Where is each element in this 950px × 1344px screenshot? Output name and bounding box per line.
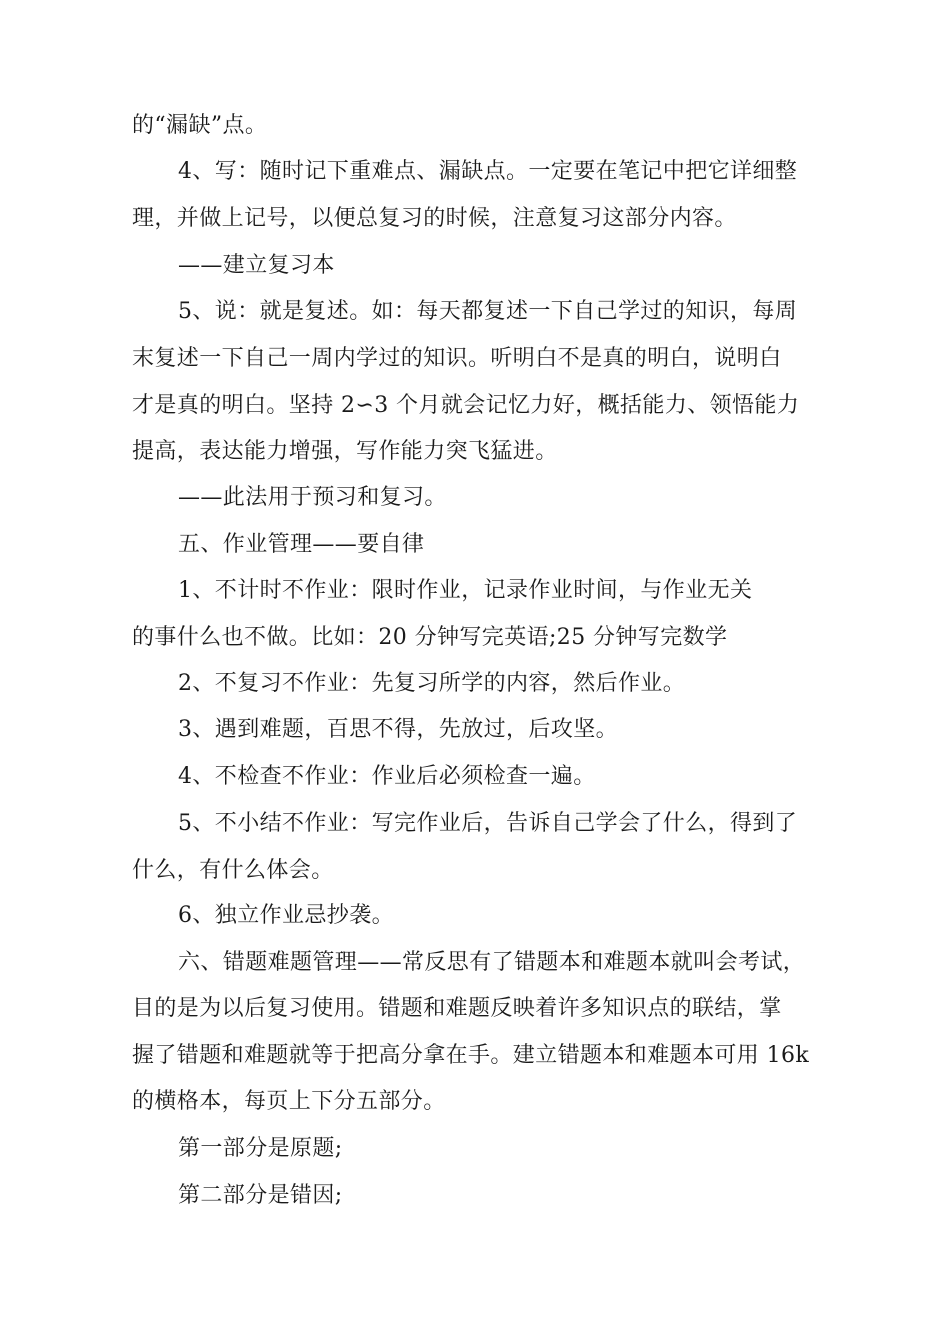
text-line: 6、独立作业忌抄袭。	[178, 903, 394, 928]
text-line: 4、写：随时记下重难点、漏缺点。一定要在笔记中把它详细整	[178, 159, 798, 184]
text-line: 第一部分是原题;	[178, 1136, 343, 1161]
text-line: 5、不小结不作业：写完作业后，告诉自己学会了什么，得到了	[178, 811, 798, 836]
text-line: 什么，有什么体会。	[132, 858, 334, 883]
text-line: ——此法用于预习和复习。	[178, 485, 447, 510]
text-line: 握了错题和难题就等于把高分拿在手。建立错题本和难题本可用 16k	[132, 1043, 810, 1068]
text-line: 5、说：就是复述。如：每天都复述一下自己学过的知识，每周	[178, 299, 798, 324]
text-line: 理，并做上记号，以便总复习的时候，注意复习这部分内容。	[132, 206, 737, 231]
text-line: 的事什么也不做。比如：20 分钟写完英语;25 分钟写完数学	[132, 625, 728, 650]
text-line: 的横格本，每页上下分五部分。	[132, 1089, 446, 1114]
text-line: 的“漏缺”点。	[132, 113, 268, 138]
text-line: 3、遇到难题，百思不得，先放过，后攻坚。	[178, 717, 618, 742]
text-line: 2、不复习不作业：先复习所学的内容，然后作业。	[178, 671, 686, 696]
text-line: ——建立复习本	[178, 253, 335, 278]
section-heading: 五、作业管理——要自律	[178, 532, 425, 557]
text-line: 第二部分是错因;	[178, 1183, 343, 1208]
text-line: 4、不检查不作业：作业后必须检查一遍。	[178, 764, 596, 789]
text-line: 提高，表达能力增强，写作能力突飞猛进。	[132, 439, 558, 464]
text-line: 末复述一下自己一周内学过的知识。听明白不是真的明白，说明白	[132, 346, 782, 371]
text-line: 目的是为以后复习使用。错题和难题反映着许多知识点的联结，掌	[132, 996, 782, 1021]
section-heading: 六、错题难题管理——常反思有了错题本和难题本就叫会考试，	[178, 950, 806, 975]
text-line: 1、不计时不作业：限时作业，记录作业时间，与作业无关	[178, 578, 753, 603]
text-line: 才是真的明白。坚持 2∽3 个月就会记忆力好，概括能力、领悟能力	[132, 393, 800, 418]
